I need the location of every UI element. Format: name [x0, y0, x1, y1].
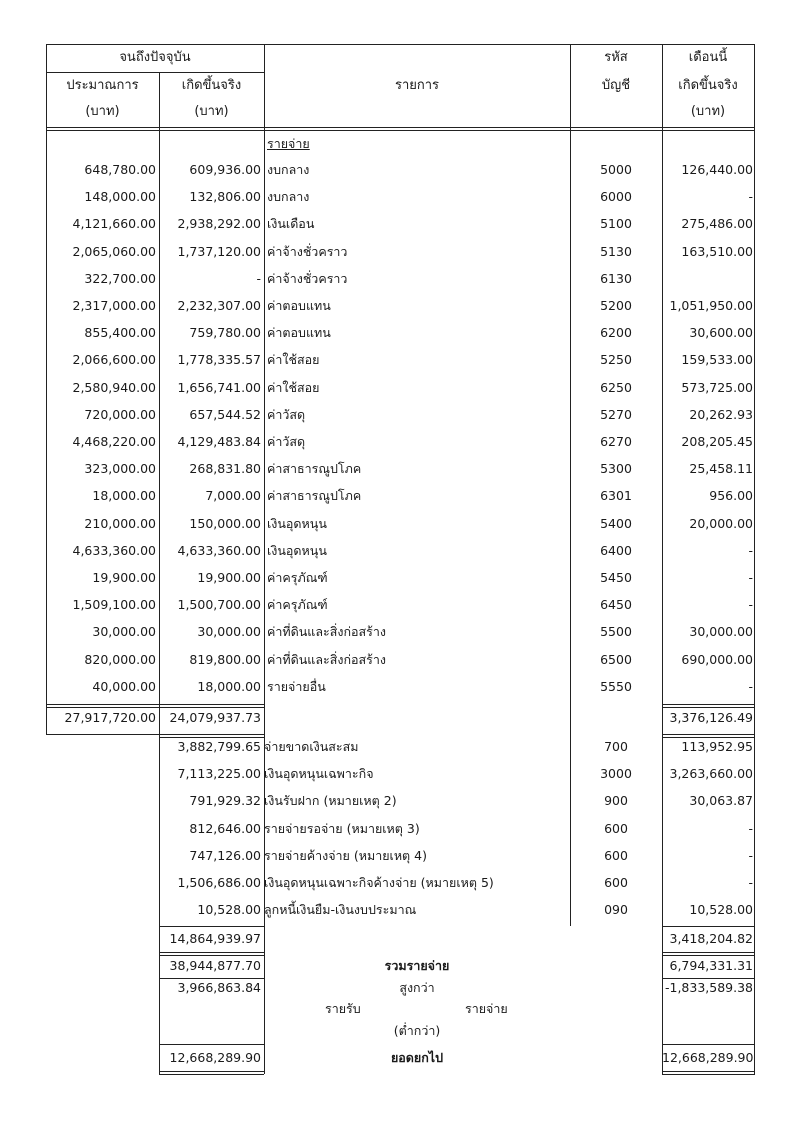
row-item: ค่าวัสดุ: [267, 406, 306, 422]
carried-month: 12,668,289.90: [662, 1050, 754, 1065]
header-code-1: รหัส: [604, 50, 628, 65]
row-estimate: 2,065,060.00: [72, 243, 156, 259]
row-code: 6250: [600, 379, 632, 395]
carried-bottom-2: [159, 1074, 264, 1075]
row-actual: 4,129,483.84: [177, 434, 261, 449]
row-actual: 747,126.00: [189, 847, 261, 863]
row-code: 6450: [600, 597, 632, 613]
row-month: -: [748, 570, 753, 585]
row-estimate: 2,580,940.00: [72, 379, 156, 395]
subtotal-top-month: [662, 926, 755, 927]
row-month: 30,063.87: [689, 793, 753, 809]
expense-total-top: [46, 704, 264, 705]
expense-total-bottom-2: [159, 737, 264, 738]
row-code: 600: [604, 847, 628, 863]
grandtotal-bottom-month: [662, 978, 755, 979]
carried-label: ยอดยกไป: [390, 1050, 444, 1065]
row-item: ค่าที่ดินและสิ่งก่อสร้าง: [267, 651, 386, 667]
row-item: งบกลาง: [267, 189, 310, 205]
row-item: ค่าใช้สอย: [267, 352, 320, 368]
row-month: 126,440.00: [681, 162, 753, 177]
row-actual: 1,737,120.00: [177, 243, 261, 259]
row-month: 30,000.00: [689, 624, 753, 640]
subtotal-month: 3,418,204.82: [669, 931, 753, 946]
header-bottom-border-2: [46, 130, 755, 131]
row-item: งบกลาง: [267, 162, 310, 177]
row-estimate: 855,400.00: [84, 325, 156, 341]
expense-total-top-month-2: [662, 707, 755, 708]
row-estimate: 4,121,660.00: [72, 216, 156, 232]
row-code: 5550: [600, 678, 632, 694]
row-code: 6301: [600, 488, 632, 504]
row-item: ค่าตอบแทน: [267, 298, 331, 313]
row-actual: 791,929.32: [189, 793, 261, 809]
row-month: 163,510.00: [681, 243, 753, 259]
grand-total-actual: 38,944,877.70: [169, 958, 261, 973]
row-estimate: 648,780.00: [84, 162, 156, 177]
expense-total-top-2: [46, 707, 264, 708]
header-estimate: ประมาณการ: [66, 78, 139, 93]
row-actual: 18,000.00: [197, 678, 261, 694]
row-month: 275,486.00: [681, 216, 753, 232]
row-estimate: 148,000.00: [84, 189, 156, 205]
row-actual: 2,232,307.00: [177, 298, 261, 313]
row-code: 5270: [600, 406, 632, 422]
row-item: ค่าวัสดุ: [267, 434, 306, 449]
row-item: เงินอุดหนุนเฉพาะกิจค้างจ่าย (หมายเหตุ 5): [264, 875, 494, 890]
expense-total-bottom: [46, 734, 264, 735]
row-month: -: [748, 542, 753, 558]
carried-top-month: [662, 1044, 755, 1045]
row-code: 6270: [600, 434, 632, 449]
row-item: ค่าที่ดินและสิ่งก่อสร้าง: [267, 624, 386, 640]
row-code: 5130: [600, 243, 632, 259]
row-item: จ่ายขาดเงินสะสม: [264, 739, 359, 754]
row-month: -: [748, 597, 753, 613]
row-actual: -: [256, 270, 261, 286]
row-estimate: 323,000.00: [84, 461, 156, 477]
row-code: 6200: [600, 325, 632, 341]
row-actual: 2,938,292.00: [177, 216, 261, 232]
row-actual: 1,506,686.00: [177, 875, 261, 890]
row-month: 20,262.93: [689, 406, 753, 422]
col-border-right: [754, 44, 755, 1074]
row-item: ค่าสาธารณูปโภค: [267, 488, 362, 504]
row-code: 5500: [600, 624, 632, 640]
row-item: เงินเดือน: [267, 216, 315, 232]
expense-total-estimate: 27,917,720.00: [64, 710, 156, 725]
expense-total-bottom-month-2: [662, 737, 755, 738]
row-code: 6130: [600, 270, 632, 286]
row-estimate: 2,317,000.00: [72, 298, 156, 313]
row-code: 6500: [600, 651, 632, 667]
row-actual: 1,500,700.00: [177, 597, 261, 613]
carried-bottom: [159, 1071, 264, 1072]
row-code: 5000: [600, 162, 632, 177]
row-month: 113,952.95: [681, 739, 753, 754]
row-item: ลูกหนี้เงินยืม-เงินงบประมาณ: [264, 902, 417, 918]
row-month: 3,263,660.00: [669, 766, 753, 782]
row-month: -: [748, 189, 753, 205]
row-month: 30,600.00: [689, 325, 753, 341]
row-actual: 19,900.00: [197, 570, 261, 585]
row-code: 700: [604, 739, 628, 754]
row-actual: 10,528.00: [197, 902, 261, 918]
row-month: -: [748, 875, 753, 890]
grandtotal-top-2: [159, 955, 264, 956]
row-code: 900: [604, 793, 628, 809]
row-month: -: [748, 678, 753, 694]
row-month: 956.00: [709, 488, 753, 504]
row-code: 5200: [600, 298, 632, 313]
row-month: -: [748, 847, 753, 863]
row-actual: 268,831.80: [189, 461, 261, 477]
row-month: 1,051,950.00: [669, 298, 753, 313]
row-item: ค่าตอบแทน: [267, 325, 331, 341]
row-estimate: 210,000.00: [84, 515, 156, 531]
row-estimate: 322,700.00: [84, 270, 156, 286]
row-actual: 30,000.00: [197, 624, 261, 640]
difference-higher: สูงกว่า: [399, 980, 435, 995]
expense-total-bottom-month: [662, 734, 755, 735]
row-code: 600: [604, 820, 628, 836]
row-item: เงินรับฝาก (หมายเหตุ 2): [264, 793, 397, 809]
row-estimate: 4,468,220.00: [72, 434, 156, 449]
row-code: 5450: [600, 570, 632, 585]
difference-expense: รายจ่าย: [465, 1001, 508, 1016]
row-month: 159,533.00: [681, 352, 753, 368]
row-code: 600: [604, 875, 628, 890]
row-month: 20,000.00: [689, 515, 753, 531]
row-estimate: 1,509,100.00: [72, 597, 156, 613]
row-actual: 7,000.00: [205, 488, 261, 504]
carried-bottom-month: [662, 1071, 755, 1072]
row-actual: 150,000.00: [189, 515, 261, 531]
header-code-2: บัญชี: [601, 78, 631, 93]
row-month: 573,725.00: [681, 379, 753, 395]
header-this-month: เดือนนี้: [688, 50, 728, 65]
row-actual: 819,800.00: [189, 651, 261, 667]
row-estimate: 18,000.00: [92, 488, 156, 504]
row-item: ค่าสาธารณูปโภค: [267, 461, 362, 477]
row-actual: 3,882,799.65: [177, 739, 261, 754]
header-item: รายการ: [394, 78, 440, 93]
table-top-border: [46, 44, 755, 45]
carried-bottom-month-2: [662, 1074, 755, 1075]
row-item: รายจ่ายค้างจ่าย (หมายเหตุ 4): [264, 847, 427, 863]
subtotal-top: [159, 926, 264, 927]
row-actual: 1,656,741.00: [177, 379, 261, 395]
row-item: เงินอุดหนุน: [267, 515, 327, 531]
grandtotal-bottom: [159, 978, 264, 979]
row-code: 3000: [600, 766, 632, 782]
header-month-unit: (บาท): [690, 104, 726, 119]
row-actual: 609,936.00: [189, 162, 261, 177]
row-item: ค่าจ้างชั่วคราว: [267, 243, 348, 259]
row-actual: 1,778,335.57: [177, 352, 261, 368]
row-estimate: 30,000.00: [92, 624, 156, 640]
grandtotal-top: [159, 952, 264, 953]
row-item: รายจ่ายรอจ่าย (หมายเหตุ 3): [264, 820, 420, 836]
row-item: ค่าครุภัณฑ์: [267, 570, 328, 585]
row-estimate: 820,000.00: [84, 651, 156, 667]
row-code: 5100: [600, 216, 632, 232]
grand-total-month: 6,794,331.31: [669, 958, 753, 973]
carried-actual: 12,668,289.90: [169, 1050, 261, 1065]
header-actual: เกิดขึ้นจริง: [181, 78, 242, 93]
header-actual-unit: (บาท): [194, 104, 229, 119]
row-actual: 759,780.00: [189, 325, 261, 341]
row-actual: 7,113,225.00: [177, 766, 261, 782]
row-code: 6000: [600, 189, 632, 205]
row-estimate: 19,900.00: [92, 570, 156, 585]
row-month: 208,205.45: [681, 434, 753, 449]
expense-total-month: 3,376,126.49: [669, 710, 753, 725]
grandtotal-top-month: [662, 952, 755, 953]
row-actual: 657,544.52: [189, 406, 261, 422]
row-estimate: 2,066,600.00: [72, 352, 156, 368]
difference-lower: (ต่ำกว่า): [393, 1023, 441, 1038]
header-bottom-border: [46, 127, 755, 128]
row-code: 5400: [600, 515, 632, 531]
row-actual: 132,806.00: [189, 189, 261, 205]
row-actual: 4,633,360.00: [177, 542, 261, 558]
difference-income: รายรับ: [325, 1001, 361, 1016]
row-code: 5250: [600, 352, 632, 368]
row-code: 5300: [600, 461, 632, 477]
header-to-date: จนถึงปัจจุบัน: [119, 50, 191, 65]
carried-top: [159, 1044, 264, 1045]
header-estimate-unit: (บาท): [85, 104, 120, 119]
row-estimate: 4,633,360.00: [72, 542, 156, 558]
row-item: ค่าใช้สอย: [267, 379, 320, 395]
row-code: 6400: [600, 542, 632, 558]
difference-actual: 3,966,863.84: [177, 980, 261, 995]
row-item: ค่าจ้างชั่วคราว: [267, 270, 348, 286]
row-code: 090: [604, 902, 628, 918]
row-month: 25,458.11: [689, 461, 753, 477]
difference-month: -1,833,589.38: [664, 980, 753, 995]
row-actual: 812,646.00: [189, 820, 261, 836]
grandtotal-top-month-2: [662, 955, 755, 956]
row-item: รายจ่ายอื่น: [267, 678, 326, 694]
expense-total-actual: 24,079,937.73: [169, 710, 261, 725]
row-month: -: [748, 820, 753, 836]
grand-total-label: รวมรายจ่าย: [384, 958, 450, 973]
row-item: เงินอุดหนุนเฉพาะกิจ: [264, 766, 374, 782]
row-estimate: 40,000.00: [92, 678, 156, 694]
header-divider: [46, 72, 264, 73]
row-estimate: 720,000.00: [84, 406, 156, 422]
row-item: เงินอุดหนุน: [267, 542, 327, 558]
row-item: ค่าครุภัณฑ์: [267, 597, 328, 613]
row-month: 10,528.00: [689, 902, 753, 918]
row-month: 690,000.00: [681, 651, 753, 667]
section-title: รายจ่าย: [267, 136, 310, 151]
header-month-actual: เกิดขึ้นจริง: [678, 78, 738, 93]
subtotal-actual: 14,864,939.97: [169, 931, 261, 946]
expense-total-top-month: [662, 704, 755, 705]
